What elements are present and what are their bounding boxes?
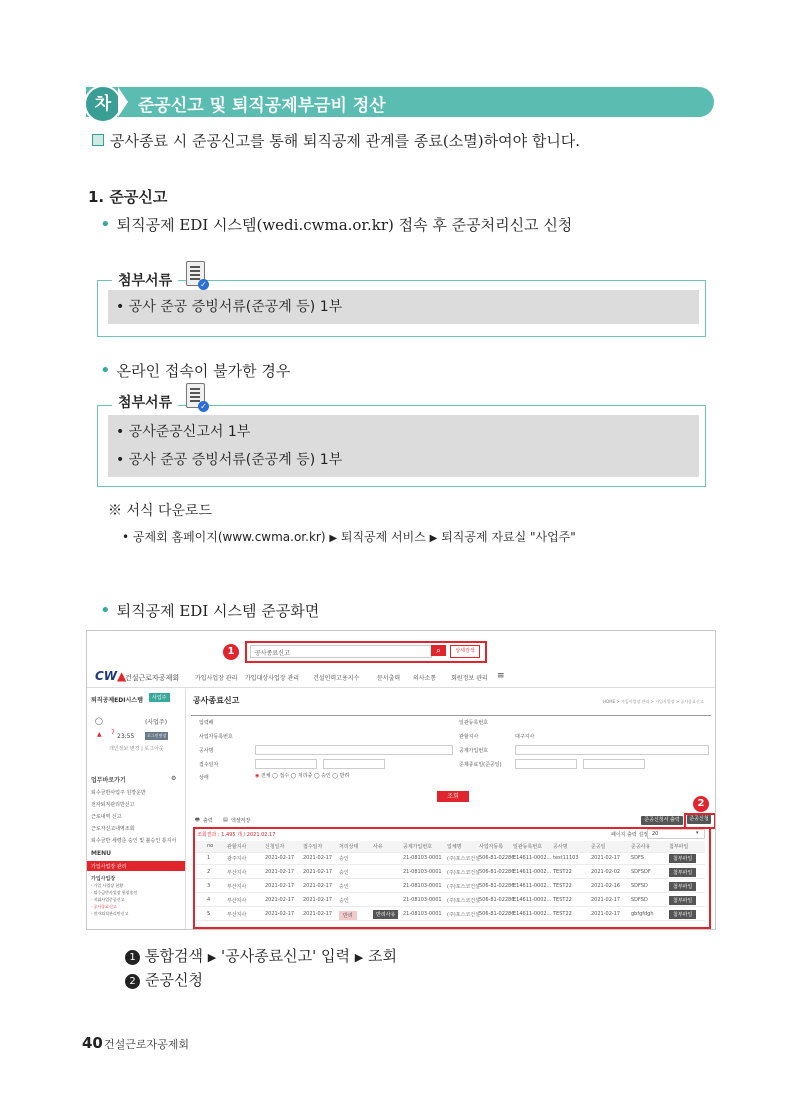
search-input[interactable]	[250, 645, 432, 658]
form-label: 준제종료일(준공일)	[459, 762, 502, 768]
arrow-right-icon: ▶	[329, 533, 338, 544]
project-name-input[interactable]	[255, 745, 453, 755]
download-path-step2: 퇴직공제 자료실 "사업주"	[441, 530, 576, 544]
form-label: 접수일자	[199, 762, 219, 768]
reject-reason-button[interactable]: 반려사유	[373, 910, 398, 919]
result-table	[195, 841, 705, 925]
sidebar-time: 23:55	[117, 733, 135, 740]
table-cell: 2021-02-17	[591, 897, 621, 903]
square-bullet-icon	[92, 134, 104, 146]
form-label: 관할지사	[459, 734, 479, 740]
table-cell: 2021-02-17	[591, 855, 621, 861]
heading-completion-report: 1. 준공신고	[88, 188, 168, 206]
table-row[interactable]	[195, 895, 705, 907]
sidebar-title: 퇴직공제EDI시스템	[91, 697, 143, 704]
nav-item[interactable]: 가입사업장 관리	[195, 675, 238, 682]
table-row[interactable]	[195, 909, 705, 921]
table-cell: TEST22	[553, 897, 572, 903]
status-option[interactable]: 접수	[279, 773, 290, 779]
table-cell: 21-08103-0001	[403, 911, 442, 917]
table-cell: 2021-02-17	[303, 869, 333, 875]
menu-icon[interactable]: ≡	[497, 671, 505, 681]
attachment-button[interactable]: 첨부파일	[669, 882, 696, 891]
bullet-offline-text: 온라인 접속이 불가한 경우	[116, 362, 291, 380]
column-header[interactable]: 신청일자	[265, 844, 285, 850]
bullet-dot-icon: •	[100, 214, 111, 235]
advanced-search-button[interactable]: 상세검색	[450, 645, 480, 658]
table-cell: (주)포스코건설	[447, 912, 480, 918]
sidebar-active-label: 가입사업장 관리	[91, 864, 127, 870]
edi-screenshot	[86, 630, 716, 930]
step-text: 조회	[367, 947, 397, 965]
download-path	[122, 528, 576, 545]
attached-docs-label-1: 첨부서류	[112, 270, 178, 290]
search-value: 공사종료신고	[255, 650, 290, 657]
table-cell: 반려	[339, 911, 357, 920]
bullet-dot-icon: •	[100, 360, 111, 381]
end-date-from-input[interactable]	[515, 759, 577, 769]
table-cell: 2021-02-17	[265, 911, 295, 917]
sidebar-menu-item[interactable]: 전자퇴직관리반신고	[91, 802, 135, 808]
sidebar-menu-item[interactable]: 근로자신고내역조회	[91, 826, 135, 832]
bullet-screen	[100, 600, 319, 621]
sidebar-menu-item[interactable]: 근로내역 신고	[91, 814, 122, 820]
column-header[interactable]: 일관등록번호	[513, 844, 542, 850]
step-text: 통합검색	[145, 947, 203, 965]
step-number-icon: 2	[125, 974, 140, 989]
table-cell: SDFSD	[631, 883, 648, 889]
excel-icon[interactable]: ▤	[223, 817, 228, 823]
chevron-down-icon: ▾	[696, 830, 699, 836]
column-header[interactable]: 준공일	[591, 844, 606, 850]
step-number-icon: 1	[125, 950, 140, 965]
table-row[interactable]	[195, 867, 705, 879]
table-cell: 부산지사	[227, 870, 247, 876]
sidebar-submenu-item[interactable]: · 퇴수금반사업장 원장송인	[91, 890, 138, 895]
banner-chevron-icon	[118, 87, 128, 117]
attachment-button[interactable]: 첨부파일	[669, 854, 696, 863]
table-cell: 21-08103-0001	[403, 869, 442, 875]
bullet-offline	[100, 360, 290, 381]
form-download-note: ※ 서식 다운로드	[108, 503, 213, 519]
page-title: 공사종료신고	[193, 696, 240, 705]
logo-text: 건설근로자공제회	[125, 674, 180, 682]
form-branch-value: 대구지사	[515, 734, 535, 740]
search-icon[interactable]: ⌕	[431, 645, 446, 656]
step-text: '공사종료신고' 입력	[221, 947, 350, 965]
date-to-input[interactable]	[323, 759, 385, 769]
table-cell: 2021-02-17	[591, 911, 621, 917]
document-icon: ✓	[186, 261, 205, 286]
column-header[interactable]: 사업자등록	[479, 844, 504, 850]
sidebar-badge: 사업주	[149, 693, 170, 702]
intro-text	[92, 130, 580, 151]
attached-doc-item: • 공사준공신고서 1부	[108, 415, 699, 449]
table-cell: 1	[207, 855, 211, 861]
page-size-value: 20	[652, 831, 659, 837]
nav-item[interactable]: 의사소통	[413, 675, 437, 682]
arrow-right-icon: ▶	[354, 951, 364, 964]
table-cell: 승인	[339, 870, 349, 876]
login-extend-button[interactable]: 로그인연장	[147, 733, 167, 738]
bullet-edi-text: 퇴직공제 EDI 시스템(wedi.cwma.or.kr) 접속 후 준공처리신고 신청	[116, 216, 573, 234]
sidebar-links[interactable]: 개인정보 변경 | 로그아웃	[109, 746, 164, 752]
table-cell: 2021-02-17	[265, 883, 295, 889]
status-option[interactable]: 반려	[339, 773, 350, 779]
result-count: 조회결과 : 1,495 개 / 2021.02.17	[197, 832, 276, 838]
download-path-prefix: • 공제회 홈페이지(www.cwma.or.kr)	[122, 530, 326, 544]
table-cell: 506-81-02286	[479, 855, 515, 861]
table-cell: 2021-02-17	[265, 869, 295, 875]
table-cell: SDFSD	[631, 897, 648, 903]
column-header[interactable]: 첨부파일	[669, 844, 689, 850]
column-header[interactable]: 공제가입번호	[403, 844, 432, 850]
table-cell: TEST22	[553, 911, 572, 917]
table-cell: 부산지사	[227, 884, 247, 890]
table-cell: 광주지사	[227, 856, 247, 862]
footer-org: 건설근로자공제회	[104, 1038, 190, 1051]
sidebar-menu-header: MENU	[91, 850, 111, 857]
status-option[interactable]: 처리중	[297, 773, 313, 779]
table-cell: SDFS	[631, 855, 644, 861]
sidebar-submenu-item[interactable]: · 가입 사업장 현황	[91, 883, 124, 888]
table-cell: 2021-02-02	[591, 869, 621, 875]
table-cell: 506-81-02286	[479, 883, 515, 889]
table-cell: 3	[207, 883, 211, 889]
completion-request-button[interactable]: 준공신청	[687, 815, 711, 824]
arrow-right-icon: ▶	[429, 533, 438, 544]
status-option[interactable]: 전체	[260, 773, 271, 779]
table-row[interactable]	[195, 853, 705, 865]
breadcrumb: HOME > 가입사업장 관리 > 가입사업장 > 공사종료신고	[603, 699, 704, 704]
table-cell: (주)포스코건설	[447, 884, 480, 890]
user-icon: ◯	[95, 717, 103, 725]
table-header	[195, 841, 705, 853]
attachment-button[interactable]: 첨부파일	[669, 896, 696, 905]
table-cell: 승인	[339, 898, 349, 904]
membership-number-input[interactable]	[515, 745, 709, 755]
sidebar-menu-item[interactable]: 퇴수금반사업주 원장운반	[91, 790, 146, 796]
table-cell: 506-81-02286	[479, 911, 515, 917]
attached-docs-label-2: 첨부서류	[112, 392, 178, 412]
column-header[interactable]: 접수일자	[303, 844, 323, 850]
section-badge: 차	[84, 85, 122, 123]
sidebar-active-item[interactable]	[87, 861, 185, 871]
date-from-input[interactable]	[255, 759, 317, 769]
table-cell: 21-08103-0001	[403, 855, 442, 861]
page-size-label: 페이지 출력 설정	[611, 832, 648, 838]
column-header[interactable]: no	[207, 843, 214, 849]
nav-item[interactable]: 문서출력	[377, 675, 401, 682]
callout-1: 1	[223, 644, 239, 660]
bell-icon: ▲	[97, 731, 102, 738]
table-cell: (주)포스코건설	[447, 856, 480, 862]
bullet-dot-icon: •	[100, 600, 111, 621]
column-header[interactable]: 준공사유	[631, 844, 651, 850]
table-cell: 21-08103-0001	[403, 897, 442, 903]
form-label: 사업자등록번호	[199, 734, 233, 740]
attachment-button[interactable]: 첨부파일	[669, 910, 696, 919]
form-label: 상태	[199, 775, 209, 781]
table-cell: (주)포스코건설	[447, 898, 480, 904]
table-cell: 2	[207, 869, 211, 875]
page-number: 40	[82, 1034, 103, 1052]
table-cell: 21-08103-0001	[403, 883, 442, 889]
table-cell: gbfgfdgh	[631, 911, 654, 917]
table-cell: 부산지사	[227, 912, 247, 918]
arrow-right-icon: ▶	[207, 951, 217, 964]
gear-icon[interactable]: ⚙	[171, 775, 177, 782]
end-date-to-input[interactable]	[583, 759, 645, 769]
nav-item[interactable]: 가입대상사업장 관리	[245, 675, 300, 682]
table-cell: 2021-02-17	[265, 897, 295, 903]
form-label: 공제가입번호	[459, 748, 488, 754]
table-cell: 승인	[339, 884, 349, 890]
column-header[interactable]: 공사명	[553, 844, 568, 850]
table-cell: 2021-02-16	[591, 883, 621, 889]
table-cell: E14611-0002...	[513, 869, 552, 875]
attachment-button[interactable]: 첨부파일	[669, 868, 696, 877]
table-cell: TEST22	[553, 883, 572, 889]
table-cell: test11103	[553, 855, 579, 861]
intro-label: 공사종료 시 준공신고를 통해 퇴직공제 관계를 종료(소멸)하여야 합니다.	[110, 132, 581, 150]
column-header[interactable]: 관할지사	[227, 844, 247, 850]
completion-print-button[interactable]: 준공신청서 출력	[641, 816, 683, 825]
attached-doc-item: • 공사 준공 증빙서류(준공계 등) 1부	[108, 290, 699, 324]
table-cell: 부산지사	[227, 898, 247, 904]
table-cell: 2021-02-17	[265, 855, 295, 861]
table-cell: E14611-0002...	[513, 855, 552, 861]
nav-item[interactable]: 건설인력고용지수	[313, 675, 360, 682]
step-1	[125, 945, 397, 966]
table-cell: E14611-0002...	[513, 883, 552, 889]
table-cell: 2021-02-17	[303, 897, 333, 903]
table-cell: 승인	[339, 856, 349, 862]
table-cell: 506-81-02286	[479, 869, 515, 875]
status-option[interactable]: 승인	[321, 773, 331, 779]
bullet-screen-text: 퇴직공제 EDI 시스템 준공화면	[116, 602, 320, 620]
table-cell: E14611-0002...	[513, 897, 552, 903]
table-cell: E14611-0002...	[513, 911, 552, 917]
download-path-step1: 퇴직공제 서비스	[340, 530, 426, 544]
logo-icon[interactable]: CW▲	[95, 669, 127, 683]
form-label: 공사명	[199, 748, 214, 754]
nav-item[interactable]: 회원정보 관리	[451, 675, 488, 682]
print-icon[interactable]: 🖶	[195, 817, 200, 823]
sidebar-submenu-item[interactable]: · 지휘사업준공신고	[91, 897, 125, 902]
table-cell: 2021-02-17	[303, 883, 333, 889]
query-button[interactable]: 조회	[437, 791, 469, 802]
column-header[interactable]: 사유	[373, 844, 383, 850]
callout-2: 2	[693, 796, 709, 812]
table-cell: 5	[207, 911, 211, 917]
table-cell: TEST22	[553, 869, 572, 875]
sidebar-menu-item[interactable]: 퇴수금반 세령준 승인 및 불승인 통지서	[91, 838, 177, 844]
document-icon: ✓	[186, 383, 205, 408]
form-label: 입력배	[199, 720, 214, 726]
excel-button[interactable]: 엑셀저장	[231, 818, 251, 824]
sidebar-user: (사업주)	[145, 719, 168, 726]
section-title: 준공신고 및 퇴직공제부금비 정산	[138, 96, 386, 116]
step-2	[125, 969, 203, 990]
print-button[interactable]: 출력	[203, 818, 213, 824]
column-header[interactable]: 업체명	[447, 844, 462, 850]
sidebar-menu-item[interactable]: 가입사업장	[91, 876, 116, 882]
sidebar-submenu-item[interactable]: · 전자퇴직관리반신고	[91, 911, 129, 916]
sidebar-submenu-item-active[interactable]: · 공사종료신고	[91, 904, 117, 909]
table-row[interactable]	[195, 881, 705, 893]
table-cell: (주)포스코건설	[447, 870, 480, 876]
table-cell: 2021-02-17	[303, 911, 333, 917]
table-cell: 506-81-02286	[479, 897, 515, 903]
page-size-select[interactable]	[647, 829, 705, 839]
step-text: 준공신청	[145, 971, 203, 989]
column-header[interactable]: 처리상태	[339, 844, 359, 850]
table-cell: SDFSDF	[631, 869, 651, 875]
sidebar-count: 7	[111, 729, 115, 736]
status-radio-group[interactable]: ◉ 전체 ◯ 접수 ◯ 처리중 ◯ 승인 ◯ 반려	[255, 773, 350, 779]
site-header	[87, 665, 715, 688]
table-cell: 4	[207, 897, 211, 903]
sidebar-menu-item[interactable]: 업무바로가기	[91, 777, 126, 784]
bullet-edi-system	[100, 214, 572, 235]
attached-doc-item: • 공사 준공 증빙서류(준공계 등) 1부	[108, 443, 699, 477]
table-cell: 2021-02-17	[303, 855, 333, 861]
form-label: 일관등록번호	[459, 720, 488, 726]
